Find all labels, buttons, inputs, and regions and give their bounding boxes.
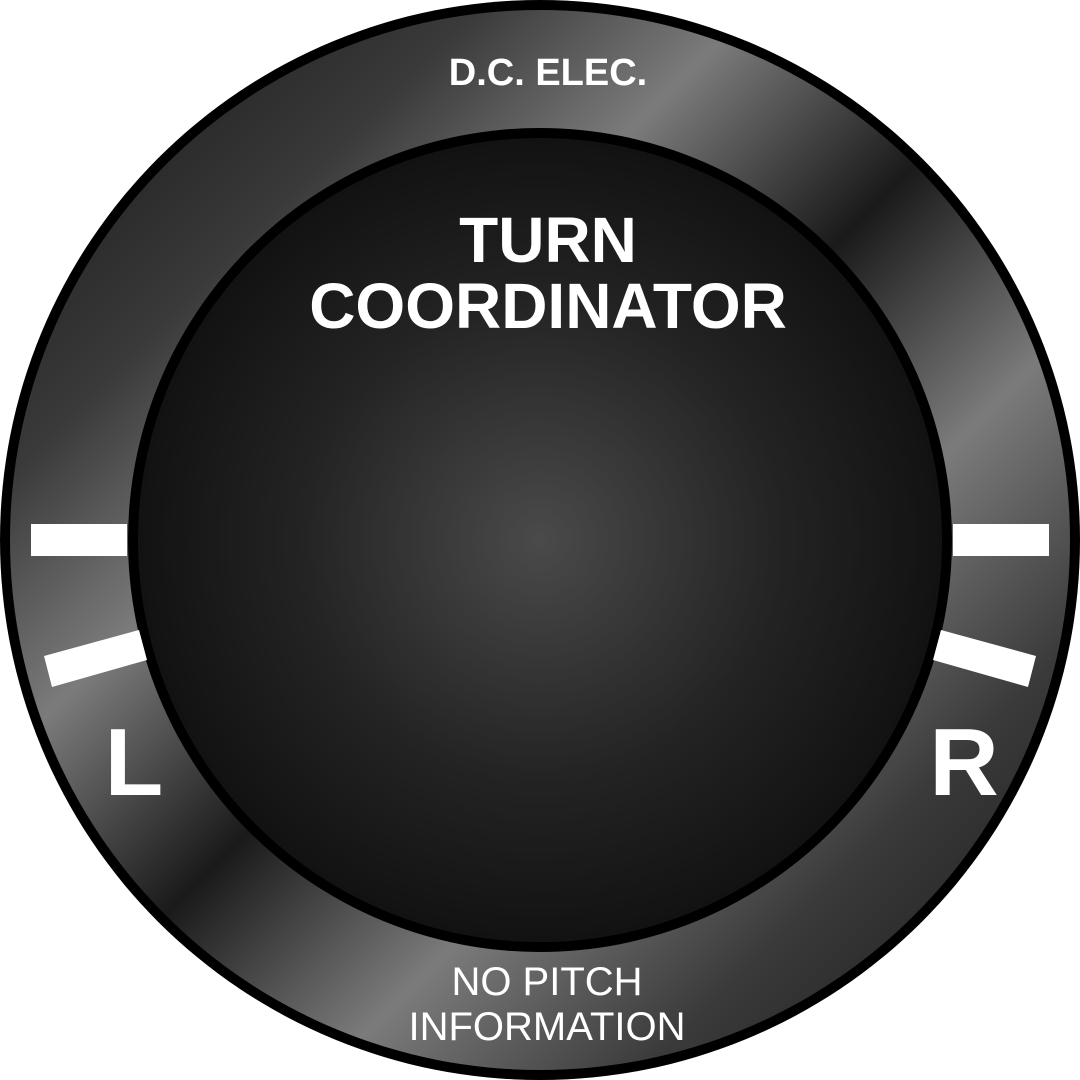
- title-line-2: COORDINATOR: [309, 270, 787, 342]
- footer-line-2: INFORMATION: [408, 1005, 686, 1049]
- left-level-mark: [31, 524, 127, 556]
- left-turn-label: L: [104, 709, 164, 816]
- title-line-1: TURN: [459, 204, 637, 276]
- right-level-mark: [953, 524, 1049, 556]
- power-label: D.C. ELEC.: [448, 52, 648, 94]
- right-turn-label: R: [929, 709, 999, 816]
- footer-line-1: NO PITCH: [451, 960, 643, 1004]
